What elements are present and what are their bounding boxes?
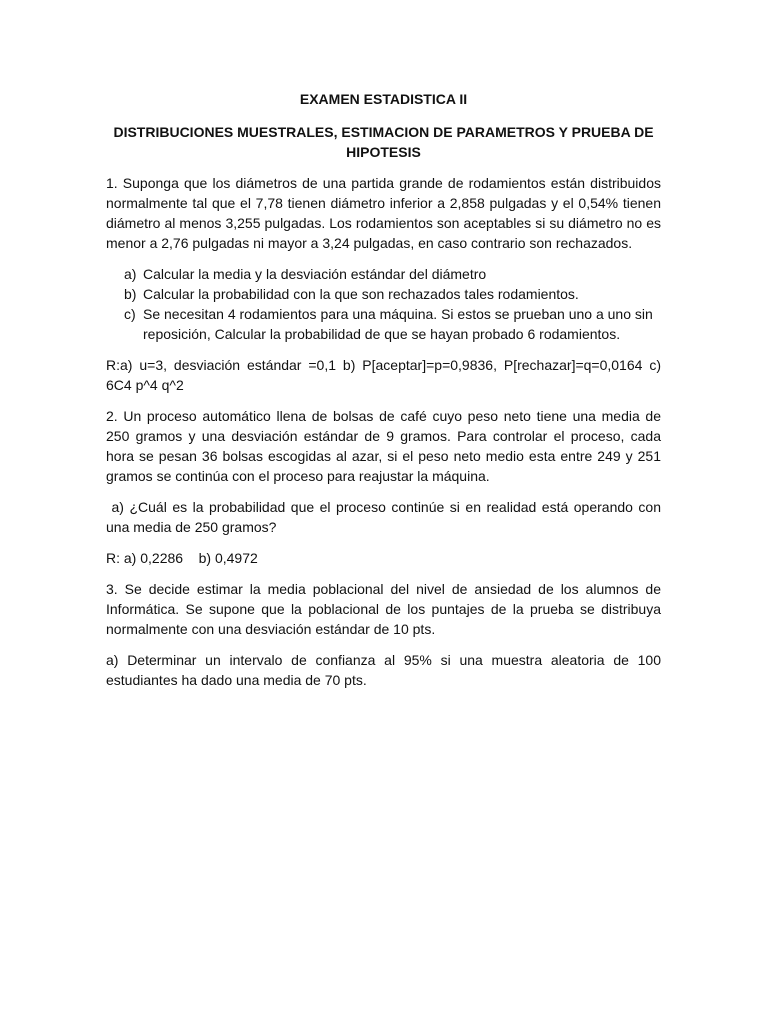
problem-1-statement: 1. Suponga que los diámetros de una partida grande de rodamientos están distribuidos normalmente tal que el 7,78 tienen diámetro inferior a 2,858 pulgadas y el 0,54% tienen diámetro al menos 3,255 pulgadas. Los rodamientos son aceptables si su diámetro no es menor a 2,76 pulgadas ni mayor a 3,24 pulgadas, en caso contrario son rechazados. [106, 175, 661, 251]
list-item-text: Se necesitan 4 rodamientos para una máquina. Si estos se prueban uno a uno sin reposición, Calcular la probabilidad de que se hayan probado 6 rodamientos. [143, 306, 653, 342]
exam-subtitle-line-1: DISTRIBUCIONES MUESTRALES, ESTIMACION DE PARAMETROS Y PRUEBA DE [113, 124, 654, 140]
problem-1-items [106, 264, 661, 344]
exam-subtitle-line-2: HIPOTESIS [346, 144, 421, 160]
problem-1-answer: R:a) u=3, desviación estándar =0,1 b) P[aceptar]=p=0,9836, P[rechazar]=q=0,0164 c) 6C4 p^4 q^2 [106, 357, 661, 393]
problem-2-statement: 2. Un proceso automático llena de bolsas de café cuyo peso neto tiene una media de 250 gramos y una desviación estándar de 9 gramos. Para controlar el proceso, cada hora se pesan 36 bolsas escogidas al azar, si el peso neto medio esta entre 249 y 251 gramos se continúa con el proceso para reajustar la máquina. [106, 408, 661, 484]
problem-1-item-b [106, 284, 661, 304]
list-item-text: Calcular la media y la desviación estándar del diámetro [143, 266, 487, 282]
list-item-text: Calcular la probabilidad con la que son rechazados tales rodamientos. [143, 286, 579, 302]
list-marker: c) [124, 306, 136, 322]
problem-1-item-c [106, 304, 661, 344]
problem-3-statement: 3. Se decide estimar la media poblacional del nivel de ansiedad de los alumnos de Informática. Se supone que la poblacional de los puntajes de la prueba se distribuya normalmente con una desviación estándar de 10 pts. [106, 581, 661, 637]
problem-3-question: a) Determinar un intervalo de confianza al 95% si una muestra aleatoria de 100 estudiantes ha dado una media de 70 pts. [106, 652, 661, 688]
problem-2-question: a) ¿Cuál es la probabilidad que el proceso continúe si en realidad está operando con una media de 250 gramos? [106, 499, 665, 535]
document-content [106, 89, 665, 690]
problem-2-answer: R: a) 0,2286 b) 0,4972 [106, 550, 258, 566]
exam-title: EXAMEN ESTADISTICA II [299, 91, 468, 107]
list-marker: a) [124, 266, 137, 282]
problem-1-item-a [106, 264, 661, 284]
list-marker: b) [124, 286, 137, 302]
exam-subtitle [106, 122, 661, 162]
